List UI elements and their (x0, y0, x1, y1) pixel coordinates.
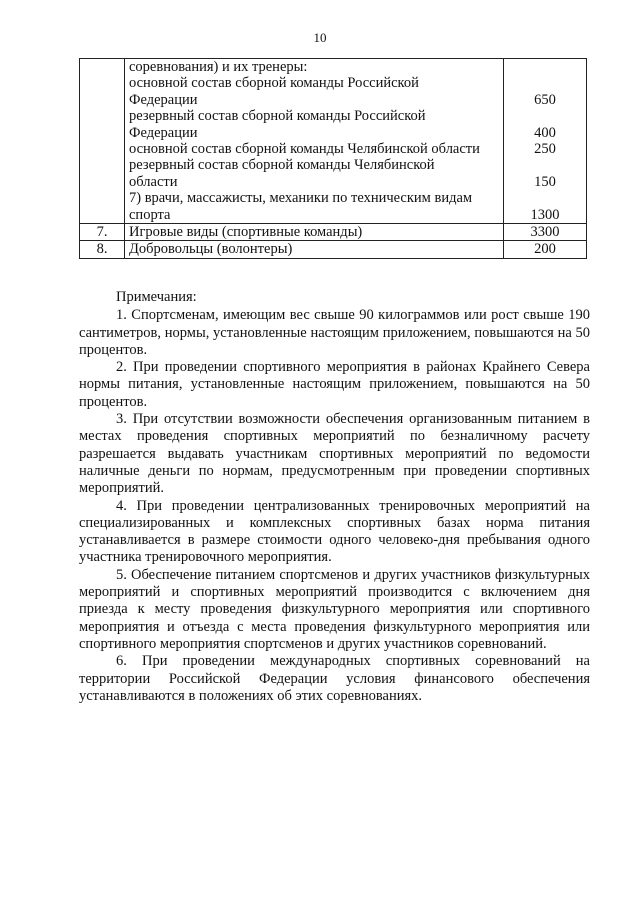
table-cell-category: Игровые виды (спортивные команды) (125, 223, 504, 240)
table-row-continuation (80, 59, 587, 224)
table-cell-value: 200 (504, 241, 587, 258)
value-line (508, 75, 582, 91)
table-cell-number: 7. (80, 223, 125, 240)
table-cell-category (125, 59, 504, 224)
note-paragraph: 1. Спортсменам, имеющим вес свыше 90 килограммов или рост свыше 190 сантиметров, нормы, установленные настоящим приложением, повышаются на 50 процентов. (79, 307, 590, 358)
notes-section (79, 289, 590, 705)
value-line (508, 108, 582, 124)
note-paragraph: 6. При проведении международных спортивных соревнований на территории Российской Федерации условия финансового обеспечения устанавливаются в положениях об этих соревнованиях. (79, 653, 590, 704)
notes-heading: Примечания: (116, 289, 197, 305)
table-row (80, 223, 587, 240)
value-line (508, 157, 582, 173)
value-line: 650 (534, 91, 556, 108)
table-cell-value: 3300 (504, 223, 587, 240)
value-line: 1300 (530, 206, 560, 223)
category-line: 7) врачи, массажисты, механики по техническим видам (129, 190, 473, 207)
note-paragraph: 5. Обеспечение питанием спортсменов и других участников физкультурных мероприятий и спортивных мероприятий производится с включением дня приезда к месту проведения физкультурного мероприятия или спортивного мероприятия и отъезда с места проведения физкультурного мероприятия или спортивного мероприятия спортсменов и других участников соревнований. (79, 566, 590, 652)
category-line: Федерации (129, 124, 198, 141)
value-line: 150 (534, 173, 556, 190)
category-line: области (129, 173, 178, 190)
category-line: резервный состав сборной команды Российской (129, 108, 426, 125)
category-line: спорта (129, 206, 171, 223)
norms-table (79, 58, 587, 259)
table-cell-value (504, 59, 587, 224)
category-line: резервный состав сборной команды Челябинской (129, 157, 435, 174)
note-paragraph: 3. При отсутствии возможности обеспечения организованным питанием в местах проведения спортивных мероприятий по безналичному расчету разрешается выдавать участникам спортивных мероприятий по ведомости наличные деньги по нормам, предусмотренным при проведении спортивных мероприятий. (79, 411, 590, 497)
category-line: основной состав сборной команды Российской (129, 75, 419, 92)
value-line: 250 (534, 140, 556, 157)
note-paragraph: 2. При проведении спортивного мероприятия в районах Крайнего Севера нормы питания, установленные настоящим приложением, повышаются на 50 процентов. (79, 359, 590, 410)
category-line: Федерации (129, 91, 198, 108)
note-paragraph: 4. При проведении централизованных тренировочных мероприятий на специализированных и комплексных спортивных базах норма питания устанавливается в размере стоимости одного человеко-дня пребывания одного участника тренировочного мероприятия. (79, 497, 590, 566)
table-cell-number: 8. (80, 241, 125, 258)
value-line (508, 59, 582, 75)
category-line: основной состав сборной команды Челябинской области (129, 140, 480, 157)
table-cell-number (80, 59, 125, 224)
category-line: соревнования) и их тренеры: (129, 59, 308, 75)
value-line (508, 190, 582, 206)
value-line: 400 (534, 124, 556, 141)
page-number: 10 (313, 30, 327, 45)
table-row (80, 241, 587, 258)
table-cell-category: Добровольцы (волонтеры) (125, 241, 504, 258)
